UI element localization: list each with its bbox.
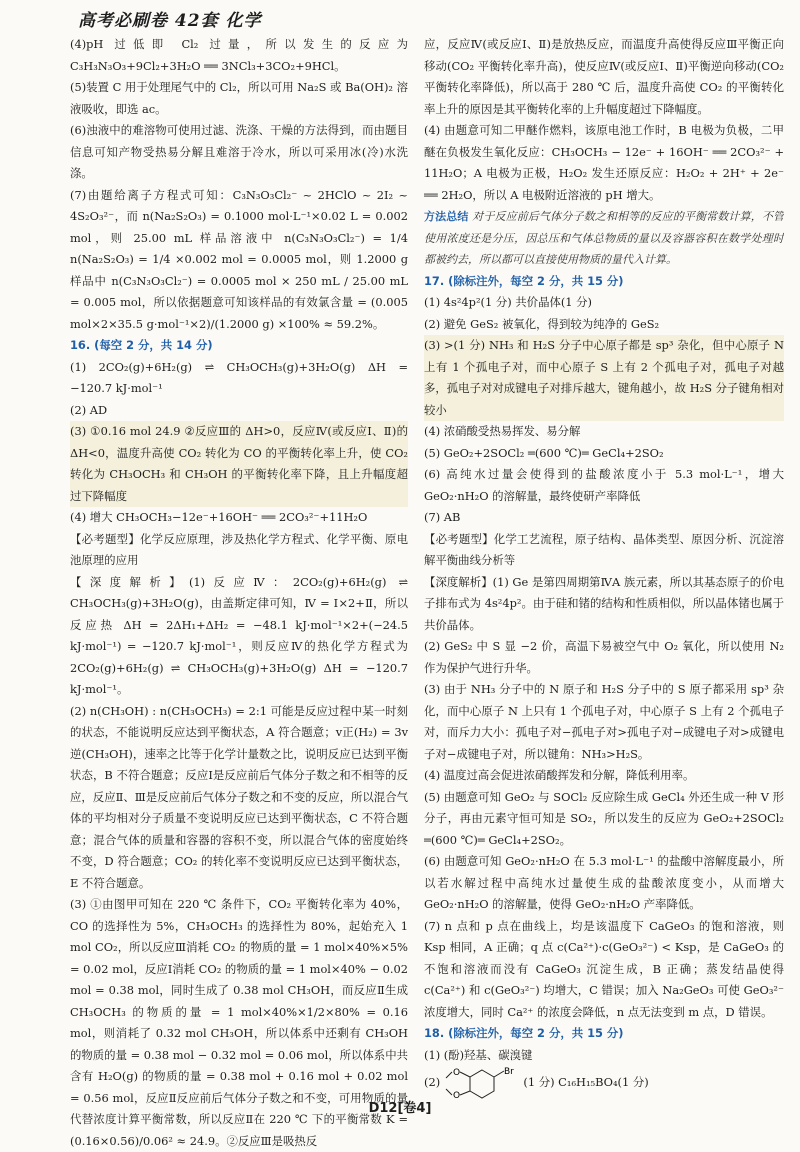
answer-16-2: (2) AD [70, 402, 108, 417]
header-title: 高考必刷卷 42套 化学 [78, 11, 262, 31]
analysis-17-7: (7) n 点和 p 点在曲线上，均是该温度下 CaGeO₃ 的饱和溶液，则 Ksp 相同，A 正确；q 点 c(Ca²⁺)·c(GeO₃²⁻) < Ksp，是 CaGeO₃ 的不饱和溶液而没有 CaGeO₃ 沉淀生成，B 正确；蒸发结晶使得 c(Ca²⁺) 和 c(GeO₃²⁻) 均增大，C 错误；加入 Na₂GeO₃ 可使 GeO₃²⁻ 浓度增大，同时 Ca²⁺ 的浓度会降低，n 点无法变到 m 点，D 错误。 [424, 918, 784, 1019]
answer-17-7: (7) AB [424, 510, 461, 524]
structure-o1-label: O [452, 1068, 460, 1078]
answer-18-2 [424, 1066, 784, 1100]
analysis-17-1: 【深度解析】(1) Ge 是第四周期第ⅣA 族元素，所以其基态原子的价电子排布式为 4s²4p²。由于硅和锗的结构和性质相似，所以晶体锗也属于共价晶体。 [424, 574, 784, 632]
answer-15-5: (5)装置 C 用于处理尾气中的 Cl₂，所以可用 Na₂S 或 Ba(OH)₂ 溶液吸收，即选 ac。 [70, 80, 408, 116]
analysis-16-3-cont: 应，反应Ⅳ(或反应Ⅰ、Ⅱ)是放热反应，而温度升高使得反应Ⅲ平衡正向移动(CO₂ 平衡转化率升高)，使反应Ⅳ(或反应Ⅰ、Ⅱ)平衡逆向移动(CO₂ 平衡转化率降低)，所以高于 280 ℃ 后，温度升高使 CO₂ 的平衡转化率上升的原因是其平衡转化率的上升幅度超过下降幅度。 [424, 37, 784, 116]
must-test-type-16: 【必考题型】化学反应原理，涉及热化学方程式、化学平衡、原电池原理的应用 [70, 531, 408, 567]
method-summary-title: 方法总结 [424, 210, 469, 223]
left-column [70, 34, 408, 1152]
answer-18-2-label: (2) [424, 1075, 441, 1089]
right-column [424, 34, 784, 1100]
must-test-type-17: 【必考题型】化学工艺流程，原子结构、晶体类型、原因分析、沉淀溶解平衡曲线分析等 [424, 531, 784, 567]
analysis-17-6: (6) 由题意可知 GeO₂·nH₂O 在 5.3 mol·L⁻¹ 的盐酸中溶解度最小，所以若水解过程中高纯水过量使生成的盐酸浓度变小，从而增大 GeO₂·nH₂O 的溶解量，使得 GeO₂·nH₂O 产率降低。 [424, 854, 784, 911]
answer-17-4: (4) 浓硝酸受热易挥发、易分解 [424, 424, 581, 438]
answer-17-3: (3) >(1 分) NH₃ 和 H₂S 分子中心原子都是 sp³ 杂化，但中心原子 N 上有 1 个孤电子对，而中心原子 S 上有 2 个孤电子对，孤电子对越多，孤电子对对成键电子对排斥越大，键角越小，故 H₂S 分子键角相对较小 [424, 335, 784, 421]
analysis-16-2: (2) n(CH₃OH) : n(CH₃OCH₃) = 2:1 可能是反应过程中某一时刻的状态，不能说明反应达到平衡状态，A 符合题意；v正(H₂) = 3v逆(CH₃OH)，速率之比等于化学计量数之比，说明反应已达到平衡状态，B 不符合题意；反应Ⅰ是反应前后气体分子数之和不相等的反应，反应Ⅱ、Ⅲ是反应前后气体分子数之和不变的反应，所以混合气体的平均相对分子质量不变说明反应已达到平衡状态，C 不符合题意；混合气体的质量和容器的容积不变，所以混合气体的密度始终不变，D 符合题意；CO₂ 的转化率不变说明反应已达到平衡状态，E 不符合题意。 [70, 703, 408, 890]
analysis-17-3: (3) 由于 NH₃ 分子中的 N 原子和 H₂S 分子中的 S 原子都采用 sp³ 杂化，而中心原子 N 上只有 1 个孤电子对，中心原子 S 上有 2 个孤电子对，而斥力大小：孤电子对−孤电子对>孤电子对−成键电子对>成键电子对−成键电子对，所以键角：NH₃>H₂S。 [424, 682, 784, 761]
structure-formula-image [444, 1066, 520, 1100]
answer-17-2: (2) 避免 GeS₂ 被氧化，得到较为纯净的 GeS₂ [424, 316, 660, 331]
answer-15-6: (6)浊液中的难溶物可使用过滤、洗涤、干燥的方法得到，而由题目信息可知产物受热易分解且难溶于冷水，所以可采用冰(冷)水洗涤。 [70, 123, 408, 180]
analysis-16-1: 【深度解析】(1)反应Ⅳ：2CO₂(g)+6H₂(g) ⇌ CH₃OCH₃(g)+3H₂O(g)，由盖斯定律可知，Ⅳ = Ⅰ×2+Ⅱ，所以反应热 ΔH = 2ΔH₁+ΔH₂ = −48.1 kJ·mol⁻¹×2+(−24.5 kJ·mol⁻¹) = −120.7 kJ·mol⁻¹，则反应Ⅳ的热化学方程式为 2CO₂(g)+6H₂(g) ⇌ CH₃OCH₃(g)+3H₂O(g) ΔH = −120.7 kJ·mol⁻¹。 [70, 574, 408, 696]
analysis-16-3: (3) ①由图甲可知在 220 ℃ 条件下，CO₂ 平衡转化率为 40%，CO 的选择性为 5%，CH₃OCH₃ 的选择性为 80%，起始充入 1 mol CO₂，所以反应Ⅲ消耗 CO₂ 的物质的量 = 1 mol×40%×5% = 0.02 mol，反应Ⅰ消耗 CO₂ 的物质的量 = 1 mol×40% − 0.02 mol = 0.38 mol，同时生成了 0.38 mol CH₃OH，而反应Ⅱ生成 CH₃OCH₃ 的物质的量 = 1 mol×40%×1/2×80% = 0.16 mol，则消耗了 0.32 mol CH₃OH，所以体系中还剩有 CH₃OH 的物质的量 = 0.38 mol − 0.32 mol = 0.06 mol，所以体系中共含有 H₂O(g) 的物质的量 = 0.38 mol + 0.16 mol + 0.02 mol = 0.56 mol，反应Ⅱ反应前后气体分子数之和不变，可用物质的量代替浓度计算平衡常数，所以反应Ⅱ在 220 ℃ 下的平衡常数 K = (0.16×0.56)/0.06² ≈ 24.9。②反应Ⅲ是吸热反 [70, 897, 408, 1148]
answer-17-1: (1) 4s²4p²(1 分) 共价晶体(1 分) [424, 295, 592, 309]
answer-18-2-formula: (1 分) C₁₆H₁₅BO₄(1 分) [523, 1075, 649, 1089]
answer-16-3: (3) ①0.16 mol 24.9 ②反应Ⅲ的 ΔH>0，反应Ⅳ(或反应Ⅰ、Ⅱ)的 ΔH<0，温度升高使 CO₂ 转化为 CO 的平衡转化率上升，使 CO₂ 转化为 CH₃OCH₃ 和 CH₃OH 的平衡转化率下降，且上升幅度超过下降幅度 [70, 421, 408, 507]
analysis-17-4: (4) 温度过高会促进浓硝酸挥发和分解，降低利用率。 [424, 768, 695, 782]
analysis-17-2: (2) GeS₂ 中 S 显 −2 价，高温下易被空气中 O₂ 氧化，所以使用 N₂ 作为保护气进行升华。 [424, 639, 784, 675]
answer-16-1: (1) 2CO₂(g)+6H₂(g) ⇌ CH₃OCH₃(g)+3H₂O(g) ΔH = −120.7 kJ·mol⁻¹ [70, 359, 408, 395]
answer-18-1: (1) (酚)羟基、碳溴键 [424, 1047, 533, 1062]
method-summary [424, 206, 784, 271]
page-footer [0, 1097, 800, 1116]
answer-16-4: (4) 增大 CH₃OCH₃−12e⁻+16OH⁻ ══ 2CO₃²⁻+11H₂O [70, 510, 368, 524]
answer-15-7: (7)由题给离子方程式可知：C₃N₃O₃Cl₂⁻ ~ 2HClO ~ 2I₂ ~ 4S₂O₃²⁻，而 n(Na₂S₂O₃) = 0.1000 mol·L⁻¹×0.02 L = 0.002 mol，则 25.00 mL 样品溶液中 n(C₃N₃O₃Cl₂⁻) = 1/4 n(Na₂S₂O₃) = 1/4 ×0.002 mol = 0.0005 mol，则 1.2000 g 样品中 n(C₃N₃O₃Cl₂⁻) = 0.0005 mol × 250 mL / 25.00 mL = 0.005 mol，所以依据题意可知该样品的有效氯含量 = (0.005 mol×2×35.5 g·mol⁻¹×2)/(1.2000 g) ×100% ≈ 59.2%。 [70, 187, 408, 331]
answer-17-5: (5) GeO₂+2SOCl₂ ═(600 ℃)═ GeCl₄+2SO₂ [424, 445, 664, 460]
structure-br-label: Br [503, 1067, 514, 1077]
question-17-heading: 17. (除标注外，每空 2 分，共 15 分) [424, 273, 624, 288]
answer-17-6: (6) 高纯水过量会使得到的盐酸浓度小于 5.3 mol·L⁻¹，增大 GeO₂·nH₂O 的溶解量，最终使研产率降低 [424, 467, 784, 503]
answer-15-4: (4)pH 过低即 Cl₂ 过量，所以发生的反应为 C₃H₃N₃O₃+9Cl₂+3H₂O ══ 3NCl₃+3CO₂+9HCl。 [70, 37, 408, 73]
analysis-16-4: (4) 由题意可知二甲醚作燃料，该原电池工作时，B 电极为负极，二甲醚在负极发生氧化反应：CH₃OCH₃ − 12e⁻ + 16OH⁻ ══ 2CO₃²⁻ + 11H₂O；A 电极为正极，H₂O₂ 发生还原反应：H₂O₂ + 2H⁺ + 2e⁻ ══ 2H₂O，所以 A 电极附近溶液的 pH 增大。 [424, 123, 784, 202]
question-18-heading: 18. (除标注外，每空 2 分，共 15 分) [424, 1026, 624, 1040]
page-number: D12[卷4] [368, 1101, 432, 1116]
structure-o2-label: O [452, 1091, 460, 1100]
method-summary-text: 对于反应前后气体分子数之和相等的反应的平衡常数计算，不管使用浓度还是分压，因总压和气体总物质的量以及容器容积在数学处理时都被约去，所以都可以直接使用物质的量代入计算。 [424, 210, 784, 266]
page-header [78, 6, 458, 32]
analysis-17-5: (5) 由题意可知 GeO₂ 与 SOCl₂ 反应除生成 GeCl₄ 外还生成一种 V 形分子，再由元素守恒可知是 SO₂，所以发生的反应为 GeO₂+2SOCl₂ ═(600 ℃)═ GeCl₄+2SO₂。 [424, 789, 784, 847]
question-16-heading: 16. (每空 2 分，共 14 分) [70, 338, 213, 352]
